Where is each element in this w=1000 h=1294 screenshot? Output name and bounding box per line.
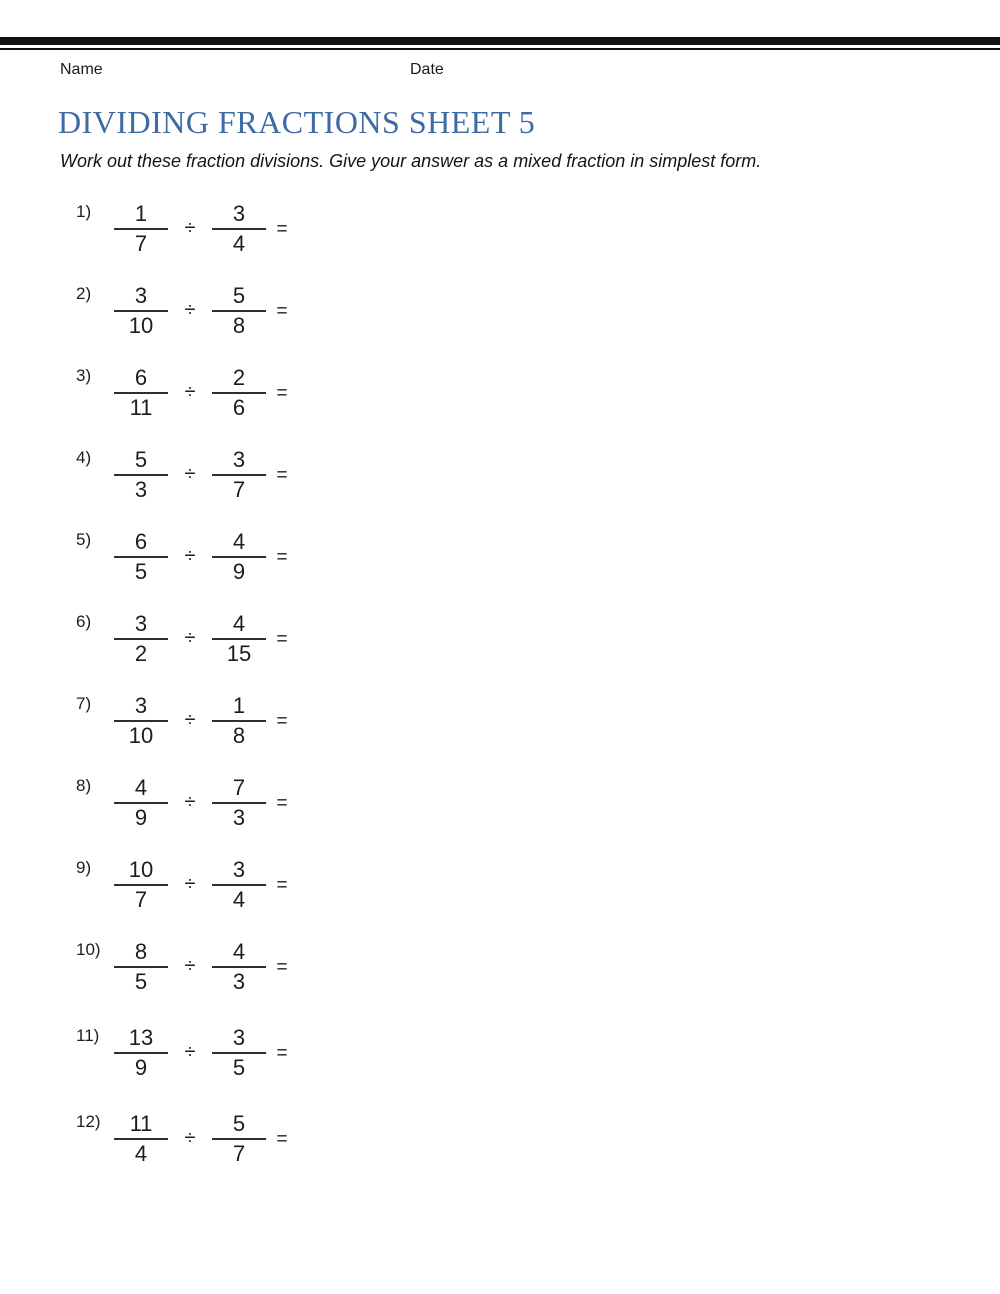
top-border-thin-line <box>0 48 1000 50</box>
divisor-denominator: 5 <box>232 1055 246 1080</box>
divisor-fraction-bar <box>212 884 266 886</box>
top-border-rule <box>0 37 1000 50</box>
divisor-fraction-bar <box>212 474 266 476</box>
dividend-numerator: 3 <box>134 283 148 308</box>
divisor-numerator: 7 <box>232 775 246 800</box>
dividend-denominator: 11 <box>129 395 153 420</box>
divisor-numerator: 2 <box>232 365 246 390</box>
divisor-denominator: 15 <box>226 641 252 666</box>
problem-row <box>0 1025 1000 1081</box>
dividend-denominator: 7 <box>134 887 148 912</box>
dividend-denominator: 3 <box>134 477 148 502</box>
divisor-numerator: 3 <box>232 447 246 472</box>
dividend-fraction <box>114 529 168 585</box>
dividend-denominator: 10 <box>128 313 154 338</box>
dividend-fraction <box>114 201 168 257</box>
dividend-fraction-bar <box>114 392 168 394</box>
divisor-fraction-bar <box>212 228 266 230</box>
divisor-numerator: 5 <box>232 1111 246 1136</box>
divisor-denominator: 7 <box>232 1141 246 1166</box>
top-border-thick-line <box>0 37 1000 45</box>
equals-symbol: = <box>276 957 288 978</box>
divisor-fraction <box>212 283 266 339</box>
problem-number: 8) <box>76 776 92 795</box>
problem-number: 11) <box>76 1026 100 1045</box>
dividend-fraction-bar <box>114 802 168 804</box>
equals-symbol: = <box>276 629 288 650</box>
equals-symbol: = <box>276 547 288 568</box>
equals-symbol: = <box>276 301 288 322</box>
dividend-denominator: 5 <box>134 559 148 584</box>
divisor-numerator: 4 <box>232 611 246 636</box>
problem-row <box>0 693 1000 749</box>
dividend-numerator: 10 <box>128 857 154 882</box>
divisor-fraction <box>212 857 266 913</box>
divisor-denominator: 4 <box>232 887 246 912</box>
dividend-numerator: 3 <box>134 611 148 636</box>
dividend-numerator: 5 <box>134 447 148 472</box>
divisor-denominator: 9 <box>232 559 246 584</box>
dividend-fraction <box>114 1111 168 1167</box>
dividend-numerator: 4 <box>134 775 148 800</box>
divisor-numerator: 1 <box>232 693 246 718</box>
problem-number: 9) <box>76 858 92 877</box>
problem-row <box>0 1111 1000 1167</box>
divisor-numerator: 5 <box>232 283 246 308</box>
problem-row <box>0 201 1000 257</box>
divisor-numerator: 4 <box>232 529 246 554</box>
divide-symbol: ÷ <box>184 463 196 485</box>
dividend-fraction-bar <box>114 310 168 312</box>
divisor-fraction-bar <box>212 638 266 640</box>
divisor-fraction-bar <box>212 966 266 968</box>
divisor-fraction <box>212 365 266 421</box>
dividend-numerator: 11 <box>129 1111 153 1136</box>
problem-row <box>0 529 1000 585</box>
divisor-fraction-bar <box>212 720 266 722</box>
divisor-numerator: 3 <box>232 857 246 882</box>
equals-symbol: = <box>276 1043 288 1064</box>
equals-symbol: = <box>276 383 288 404</box>
problem-number: 2) <box>76 284 92 303</box>
problem-number: 12) <box>76 1112 101 1131</box>
page-title: DIVIDING FRACTIONS SHEET 5 <box>58 104 536 140</box>
divide-symbol: ÷ <box>184 1127 196 1149</box>
divide-symbol: ÷ <box>184 1041 196 1063</box>
divisor-fraction <box>212 1111 266 1167</box>
divide-symbol: ÷ <box>184 217 196 239</box>
divide-symbol: ÷ <box>184 381 196 403</box>
divisor-fraction <box>212 1025 266 1081</box>
divisor-denominator: 8 <box>232 313 246 338</box>
divisor-fraction <box>212 529 266 585</box>
dividend-fraction-bar <box>114 1138 168 1140</box>
dividend-fraction-bar <box>114 720 168 722</box>
dividend-denominator: 5 <box>134 969 148 994</box>
dividend-fraction <box>114 447 168 503</box>
equals-symbol: = <box>276 711 288 732</box>
dividend-denominator: 9 <box>134 1055 148 1080</box>
divide-symbol: ÷ <box>184 955 196 977</box>
problem-number: 10) <box>76 940 101 959</box>
dividend-fraction-bar <box>114 1052 168 1054</box>
divisor-numerator: 3 <box>232 201 246 226</box>
divide-symbol: ÷ <box>184 873 196 895</box>
equals-symbol: = <box>276 875 288 896</box>
problem-number: 4) <box>76 448 92 467</box>
problem-number: 6) <box>76 612 92 631</box>
dividend-denominator: 4 <box>134 1141 148 1166</box>
problem-number: 5) <box>76 530 92 549</box>
problem-number: 7) <box>76 694 92 713</box>
dividend-fraction <box>114 365 168 421</box>
dividend-fraction-bar <box>114 228 168 230</box>
problem-number: 1) <box>76 202 92 221</box>
divisor-denominator: 8 <box>232 723 246 748</box>
dividend-fraction <box>114 693 168 749</box>
divisor-fraction-bar <box>212 1138 266 1140</box>
divide-symbol: ÷ <box>184 299 196 321</box>
divisor-fraction <box>212 775 266 831</box>
dividend-numerator: 3 <box>134 693 148 718</box>
problem-row <box>0 939 1000 995</box>
dividend-fraction-bar <box>114 966 168 968</box>
dividend-denominator: 7 <box>134 231 148 256</box>
dividend-numerator: 6 <box>134 529 148 554</box>
dividend-fraction-bar <box>114 474 168 476</box>
equals-symbol: = <box>276 793 288 814</box>
divisor-fraction-bar <box>212 392 266 394</box>
dividend-fraction <box>114 611 168 667</box>
problem-row <box>0 611 1000 667</box>
problem-row <box>0 365 1000 421</box>
divisor-fraction <box>212 201 266 257</box>
dividend-fraction <box>114 939 168 995</box>
divisor-denominator: 3 <box>232 805 246 830</box>
divisor-fraction <box>212 693 266 749</box>
problem-row <box>0 857 1000 913</box>
divisor-denominator: 4 <box>232 231 246 256</box>
divisor-fraction-bar <box>212 556 266 558</box>
dividend-fraction <box>114 283 168 339</box>
divide-symbol: ÷ <box>184 791 196 813</box>
divide-symbol: ÷ <box>184 545 196 567</box>
divisor-fraction-bar <box>212 1052 266 1054</box>
divide-symbol: ÷ <box>184 627 196 649</box>
divisor-fraction-bar <box>212 310 266 312</box>
dividend-denominator: 2 <box>134 641 148 666</box>
dividend-numerator: 6 <box>134 365 148 390</box>
problem-row <box>0 283 1000 339</box>
divisor-fraction <box>212 939 266 995</box>
divisor-denominator: 3 <box>232 969 246 994</box>
dividend-fraction-bar <box>114 884 168 886</box>
divide-symbol: ÷ <box>184 709 196 731</box>
dividend-numerator: 8 <box>134 939 148 964</box>
dividend-fraction <box>114 857 168 913</box>
equals-symbol: = <box>276 219 288 240</box>
equals-symbol: = <box>276 465 288 486</box>
dividend-numerator: 1 <box>134 201 148 226</box>
header-fields <box>0 61 1000 81</box>
equals-symbol: = <box>276 1129 288 1150</box>
dividend-numerator: 13 <box>128 1025 154 1050</box>
problem-number: 3) <box>76 366 92 385</box>
divisor-numerator: 4 <box>232 939 246 964</box>
divisor-numerator: 3 <box>232 1025 246 1050</box>
dividend-fraction <box>114 775 168 831</box>
divisor-fraction <box>212 447 266 503</box>
divisor-denominator: 6 <box>232 395 246 420</box>
dividend-denominator: 10 <box>128 723 154 748</box>
dividend-fraction-bar <box>114 556 168 558</box>
problem-row <box>0 447 1000 503</box>
divisor-denominator: 7 <box>232 477 246 502</box>
problem-row <box>0 775 1000 831</box>
divisor-fraction <box>212 611 266 667</box>
dividend-fraction <box>114 1025 168 1081</box>
divisor-fraction-bar <box>212 802 266 804</box>
date-label: Date <box>410 61 444 78</box>
name-label: Name <box>60 61 103 78</box>
problems-list <box>0 201 1000 1193</box>
dividend-fraction-bar <box>114 638 168 640</box>
instruction-text: Work out these fraction divisions. Give your answer as a mixed fraction in simplest form. <box>60 151 762 171</box>
dividend-denominator: 9 <box>134 805 148 830</box>
